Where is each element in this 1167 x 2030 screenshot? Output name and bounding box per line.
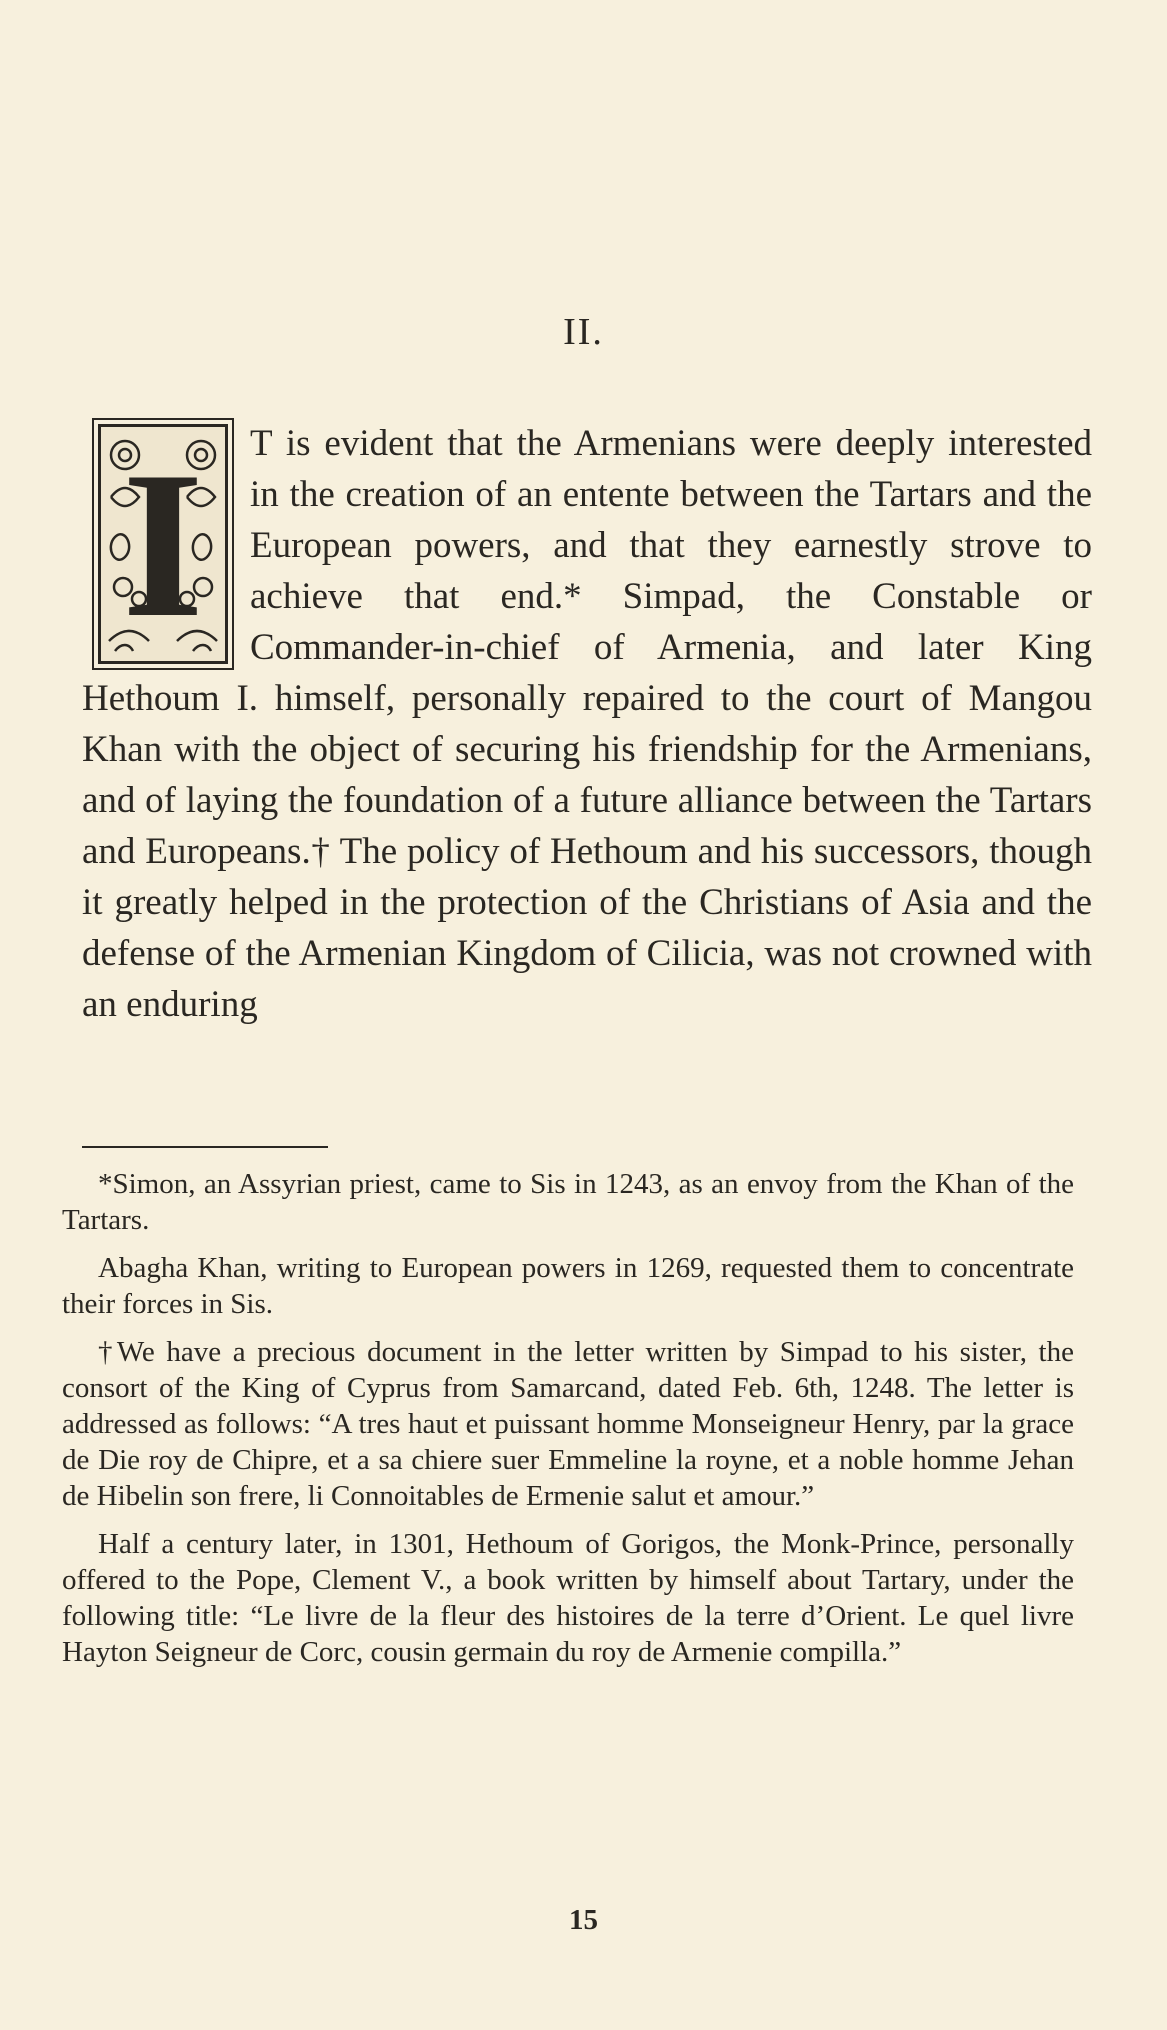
page-number: 15 xyxy=(569,1904,598,1936)
footnotes xyxy=(62,1166,1074,1682)
footnote: †We have a precious document in the letter written by Simpad to his sister, the consort of the King of Cyprus from Samarcand, dated Feb. 6th, 1248. The letter is addressed as follows: “A tres haut et puissant homme Monseigneur Henry, par la grace de Die roy de Chipre, et a sa chiere suer Emmeline la royne, et a noble homme Jehan de Hibelin son frere, li Connoitables de Ermenie salut et amour.” xyxy=(62,1336,1074,1512)
footnote-divider xyxy=(82,1146,328,1148)
dropcap-letter: I xyxy=(122,429,204,661)
chapter-heading: II. xyxy=(563,311,604,353)
footnote: Half a century later, in 1301, Hethoum of Gorigos, the Monk-Prince, personally offered to the Pope, Clement V., a book written by himself about Tartary, under the following title: “Le livre de la fleur des histoires de la terre d’Orient. Le quel livre Hayton Seigneur de Corc, cousin germain du roy de Armenie compilla.” xyxy=(62,1528,1074,1668)
paragraph-text: T is evident that the Armenians were deeply interested in the creation of an entente between the Tartars and the European powers, and that they earnestly strove to achieve that end.* Simpad, the Constable or Commander-in-chief of Armenia, and later King Hethoum I. himself, personally repaired to the court of Mangou Khan with the object of securing his friendship for the Armenians, and of laying the foundation of a future alliance between the Tartars and Europeans.† The policy of Hethoum and his successors, though it greatly helped in the protection of the Christians of Asia and the defense of the Armenian Kingdom of Cilicia, was not crowned with an enduring xyxy=(82,423,1092,1025)
footnote: Abagha Khan, writing to European powers in 1269, requested them to concentrate their forces in Sis. xyxy=(62,1252,1074,1320)
footnote: *Simon, an Assyrian priest, came to Sis in 1243, as an envoy from the Khan of the Tartars. xyxy=(62,1168,1074,1236)
ornamental-dropcap xyxy=(98,424,228,664)
main-paragraph xyxy=(82,418,1092,1030)
